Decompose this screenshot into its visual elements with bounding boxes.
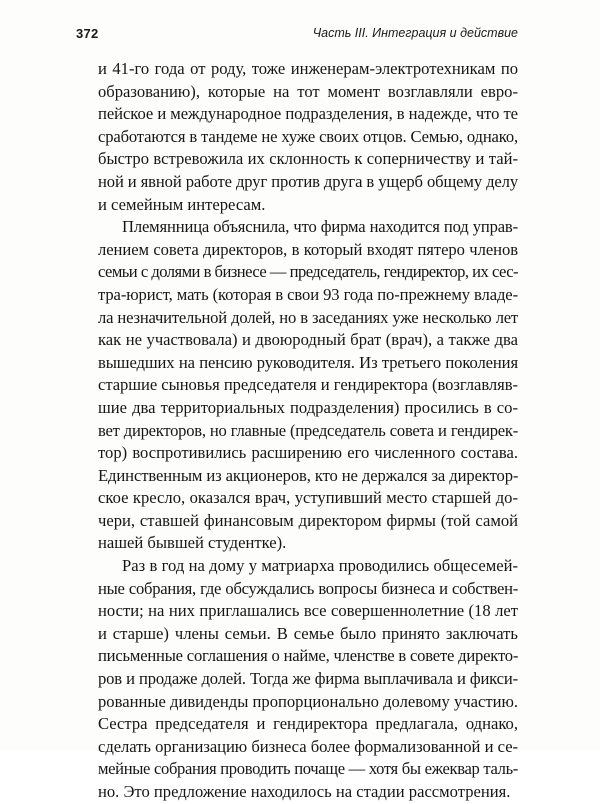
text-line: сделать организацию бизнеса более формализованной и се- xyxy=(98,736,518,756)
text-line: старшие сыновья председателя и гендиректора (возглавляв- xyxy=(98,375,518,395)
text-line: и 41-го года от роду, тоже инженерам-электротехникам по xyxy=(98,59,518,78)
text-line: и семейным интересам. xyxy=(98,194,266,214)
text-line: сработаются в тандеме не хуже своих отцов. Семью, однако, xyxy=(98,126,518,146)
text-line: вышедших на пенсию руководителя. Из третьего поколения xyxy=(98,352,518,372)
text-line: Единственным из акционеров, кто не держался за директор- xyxy=(98,465,519,485)
text-line: рованные дивиденды пропорционально долевому участию. xyxy=(98,691,518,711)
text-line: письменные соглашения о найме, членстве в совете директо- xyxy=(98,646,519,666)
text-line: вет директоров, но главные (председатель совета и гендирек- xyxy=(98,420,518,440)
text-line: тор) воспротивились расширению его численного состава. xyxy=(98,443,518,463)
text-line: семьи с долями в бизнесе — председатель, гендиректор, их сес- xyxy=(98,262,518,282)
text-line: тра-юрист, мать (которая в свои 93 года по-прежнему владе- xyxy=(98,284,518,304)
text-line: образованию), которые на тот момент возглавляли евро- xyxy=(98,81,518,101)
text-line: Сестра председателя и гендиректора предлагала, однако, xyxy=(98,714,518,734)
text-line: ности; на них приглашались все совершеннолетние (18 лет xyxy=(98,601,518,621)
paragraph-1 xyxy=(98,58,518,216)
text-line: Раз в год на дому у матриарха проводились общесемей- xyxy=(122,556,518,576)
text-line: и старше) члены семьи. В семье было принято заключать xyxy=(98,623,518,643)
page-header xyxy=(76,26,518,48)
text-line: пейское и международное подразделения, в надежде, что те xyxy=(98,104,518,124)
paragraph-2 xyxy=(98,216,518,555)
text-line: ла незначительной долей, но в заседаниях уже несколько лет xyxy=(98,307,518,327)
text-line: нашей бывшей студентке). xyxy=(98,533,287,553)
text-line: шие два территориальных подразделения) просились в со- xyxy=(98,397,518,417)
running-head: Часть III. Интеграция и действие xyxy=(312,26,518,40)
text-line: лением совета директоров, в который входят пятеро членов xyxy=(98,239,518,259)
paragraph-3 xyxy=(98,555,518,804)
text-line: как не участвовала) и двоюродный брат (врач), а также два xyxy=(98,330,518,350)
text-line: мейные собрания проводить почаще — хотя бы ежеквар таль- xyxy=(98,759,518,779)
text-line: быстро встревожила их склонность к соперничеству и тай- xyxy=(98,149,518,169)
text-line: но. Это предложение находилось на стадии рассмотрения. xyxy=(98,782,511,801)
text-line: ные собрания, где обсуждались вопросы бизнеса и собствен- xyxy=(98,578,518,598)
text-line: ское кресло, оказался врач, уступивший место старшей до- xyxy=(98,488,518,508)
text-line: ров и продаже долей. Тогда же фирма выплачивала и фикси- xyxy=(98,669,518,689)
text-line: ной и явной работе друг против друга в ущерб общему делу xyxy=(98,171,519,191)
text-line: чери, ставшей финансовым директором фирмы (той самой xyxy=(98,510,518,530)
page-number: 372 xyxy=(76,26,99,41)
text-line: Племянница объяснила, что фирма находится под управ- xyxy=(122,217,518,237)
body-text xyxy=(98,58,518,804)
